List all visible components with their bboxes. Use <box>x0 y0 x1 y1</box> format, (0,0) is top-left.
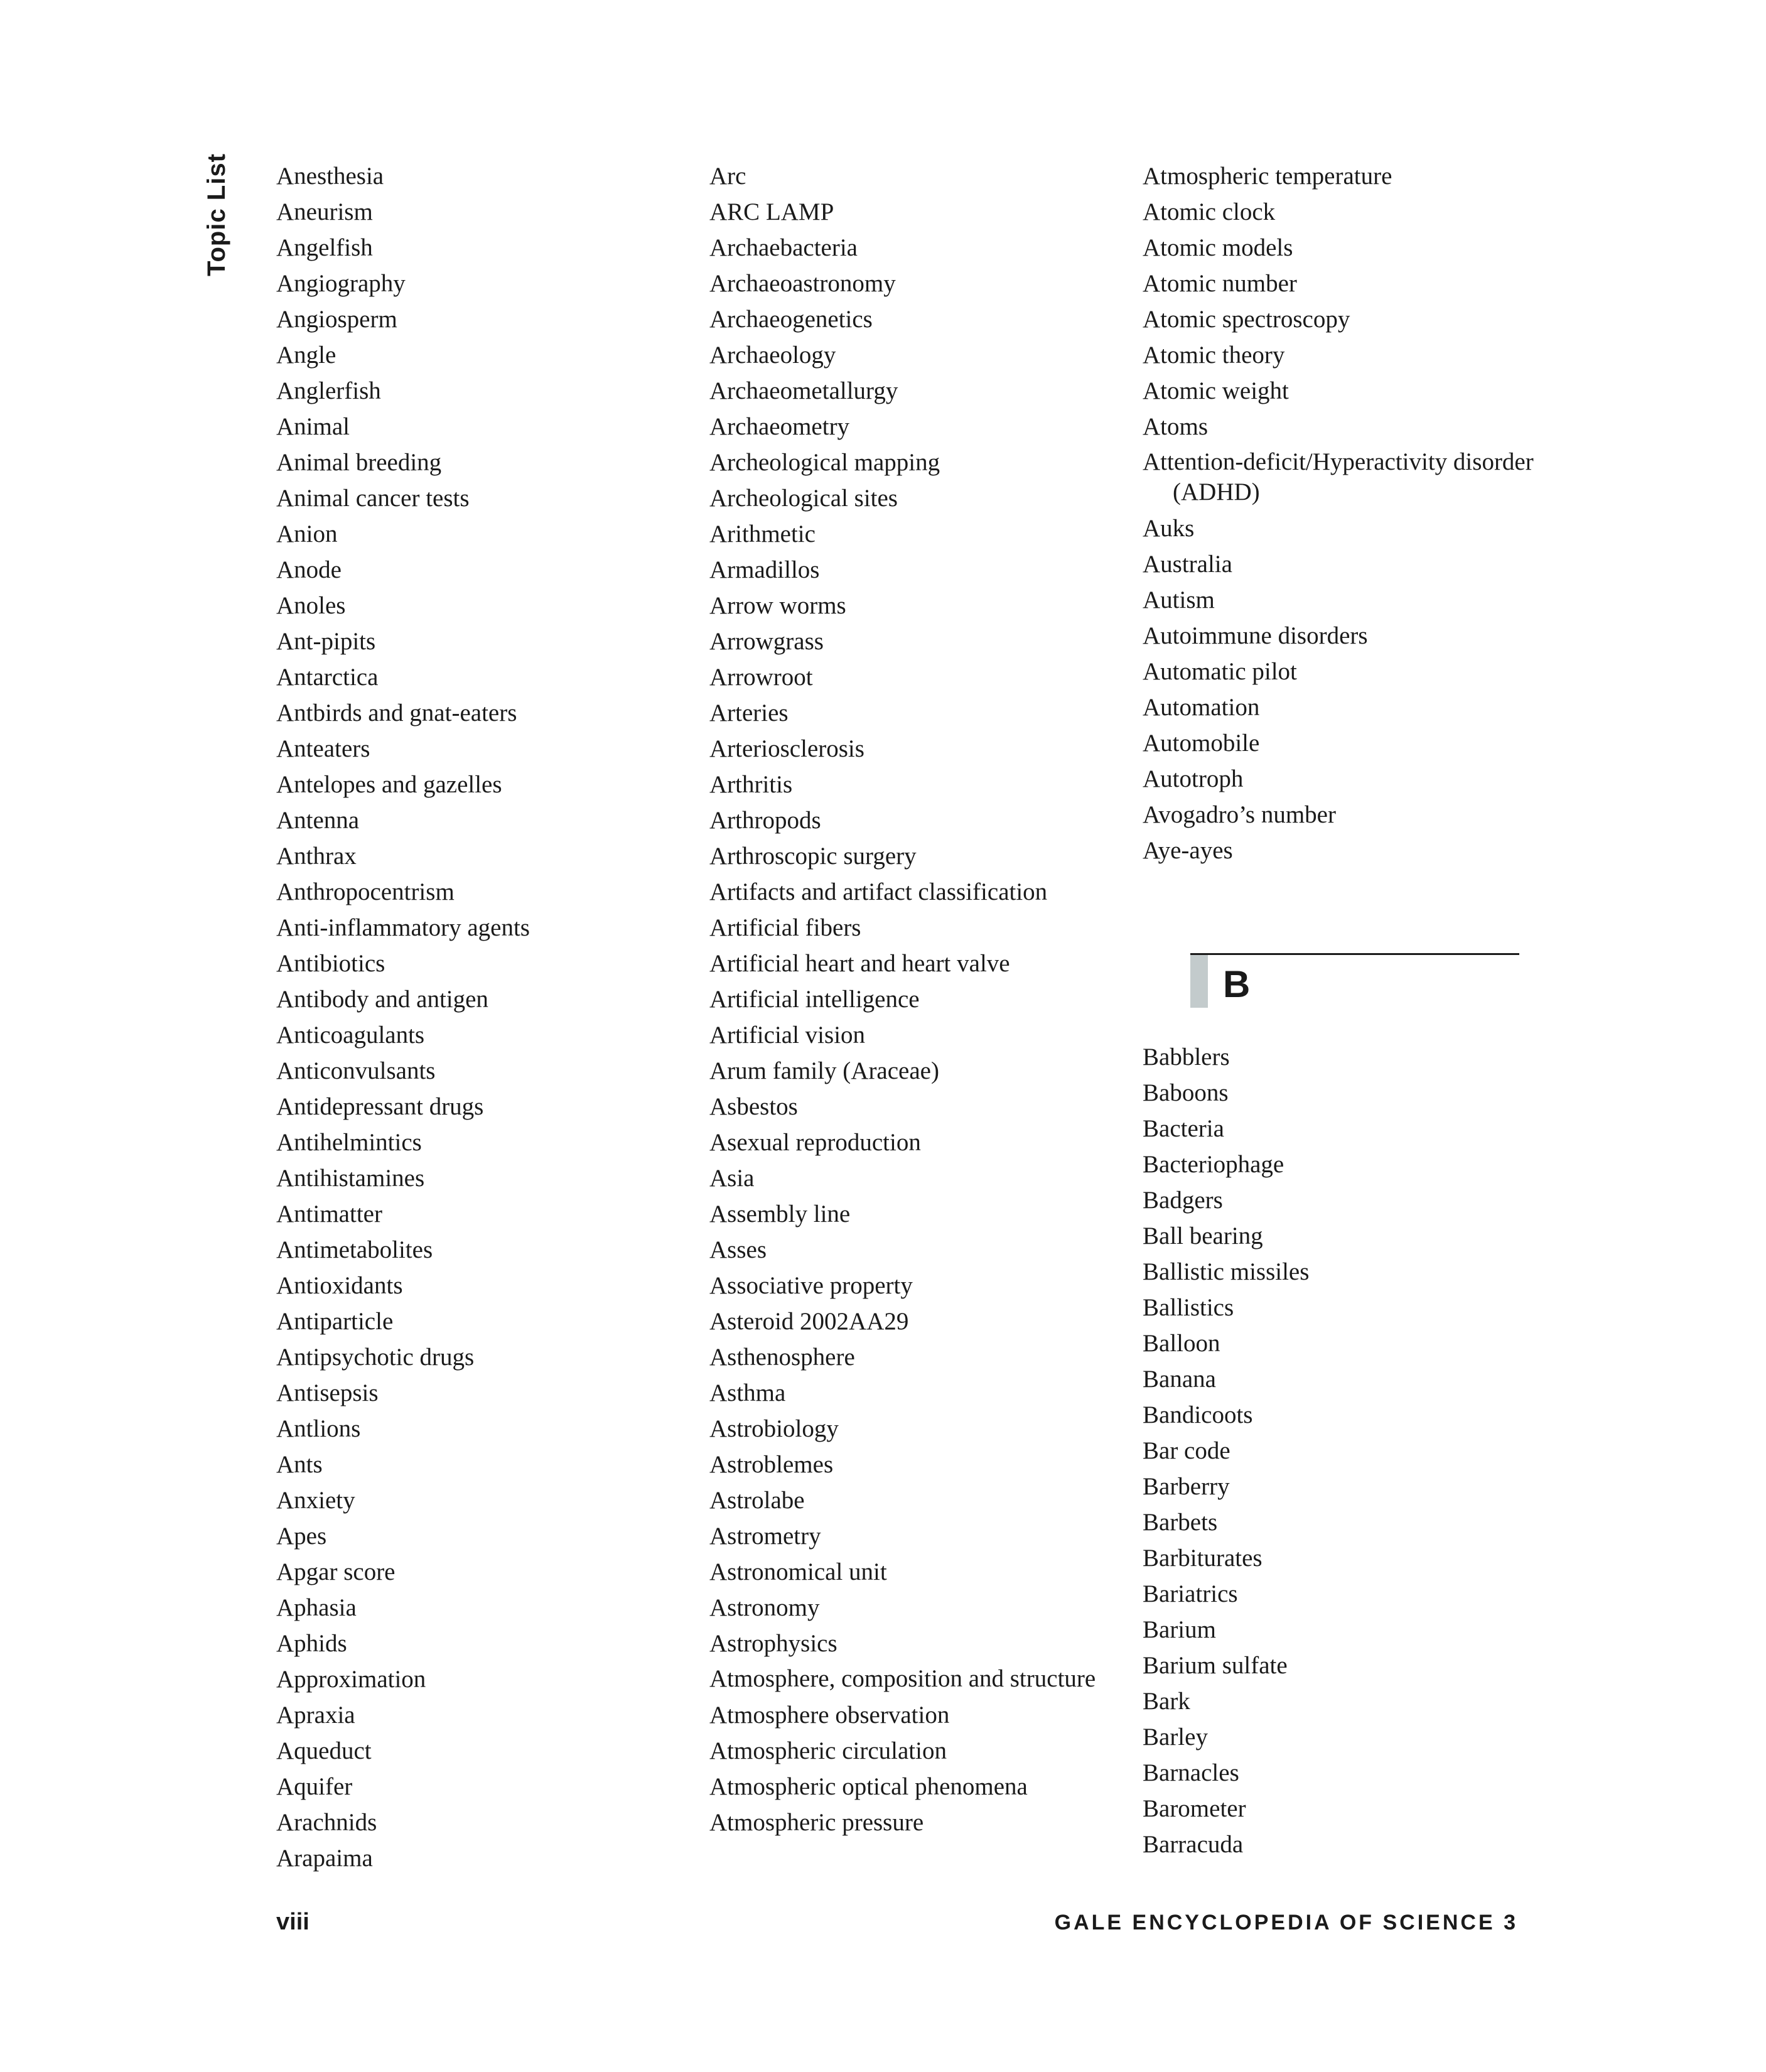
topic-item: Arrowgrass <box>709 628 824 655</box>
topic-item: Ants <box>276 1451 323 1478</box>
topic-item: Anthrax <box>276 843 357 870</box>
topic-item: Antimetabolites <box>276 1236 433 1263</box>
topic-item: Babblers <box>1143 1044 1230 1071</box>
topic-item: Anesthesia <box>276 163 384 190</box>
topic-item: Ant-pipits <box>276 628 376 655</box>
topic-item: Anteaters <box>276 735 370 762</box>
topic-item: Atomic models <box>1143 234 1293 261</box>
topic-item: Astrometry <box>709 1523 821 1550</box>
topic-item: Asthenosphere <box>709 1344 855 1371</box>
publication-title: GALE ENCYCLOPEDIA OF SCIENCE 3 <box>1054 1911 1518 1934</box>
topic-item: Atomic theory <box>1143 342 1285 369</box>
topic-item: Arthropods <box>709 807 821 834</box>
topic-item: Arum family (Araceae) <box>709 1057 939 1084</box>
topic-item: Barracuda <box>1143 1831 1244 1858</box>
topic-item: Asbestos <box>709 1093 798 1120</box>
side-topic-label: Topic List <box>203 153 230 276</box>
topic-item: Ballistic missiles <box>1143 1258 1310 1285</box>
topic-item: Aye-ayes <box>1143 837 1233 864</box>
section-bar <box>1190 955 1208 1008</box>
topic-item: Antihelmintics <box>276 1129 422 1156</box>
topic-item: Barley <box>1143 1724 1208 1751</box>
topic-item: Auks <box>1143 515 1195 542</box>
topic-item: Archaeoastronomy <box>709 270 896 297</box>
topic-item: Bariatrics <box>1143 1580 1238 1607</box>
topic-item: Arapaima <box>276 1845 373 1872</box>
topic-item: Archaeometallurgy <box>709 377 898 404</box>
topic-item: Banana <box>1143 1366 1216 1393</box>
topic-item: Bacteriophage <box>1143 1151 1284 1178</box>
topic-item: Aphasia <box>276 1594 357 1621</box>
topic-item: Antipsychotic drugs <box>276 1344 475 1371</box>
topic-item: Artifacts and artifact classification <box>709 878 1048 905</box>
topic-item: Archaeometry <box>709 413 850 440</box>
topic-item: Astronomical unit <box>709 1558 887 1585</box>
topic-item: Angelfish <box>276 234 373 261</box>
topic-item: Antlions <box>276 1415 361 1442</box>
topic-item: Archaeology <box>709 342 836 369</box>
topic-item: Angiography <box>276 270 406 297</box>
topic-item: Badgers <box>1143 1187 1223 1214</box>
topic-item: Atmospheric temperature <box>1143 163 1392 190</box>
topic-item: Barnacles <box>1143 1759 1239 1786</box>
topic-item: Atmosphere, composition and structure <box>709 1665 1096 1692</box>
page-number: viii <box>276 1909 310 1935</box>
topic-item: Antidepressant drugs <box>276 1093 484 1120</box>
topic-item: Artificial vision <box>709 1022 866 1049</box>
section-letter: B <box>1223 963 1251 1005</box>
topic-item: Barbiturates <box>1143 1545 1263 1572</box>
topic-item: Antibody and antigen <box>276 986 488 1013</box>
section-rule <box>1190 953 1519 955</box>
topic-item: Arrowroot <box>709 664 813 691</box>
topic-item: Aphids <box>276 1630 347 1657</box>
topic-item: Artificial fibers <box>709 914 861 941</box>
topic-item: Approximation <box>276 1666 426 1693</box>
topic-item: Anticonvulsants <box>276 1057 436 1084</box>
topic-item: Anxiety <box>276 1487 355 1514</box>
topic-item: Asthma <box>709 1379 786 1406</box>
topic-item: Australia <box>1143 551 1232 578</box>
topic-item: Arrow worms <box>709 592 846 619</box>
topic-item: Asteroid 2002AA29 <box>709 1308 909 1335</box>
topic-item: Antiparticle <box>276 1308 394 1335</box>
topic-item: Asses <box>709 1236 767 1263</box>
topic-item: Apgar score <box>276 1558 396 1585</box>
topic-item: Asexual reproduction <box>709 1129 921 1156</box>
topic-column-3-b <box>1143 1039 1544 1862</box>
topic-item: Balloon <box>1143 1330 1220 1357</box>
topic-item: Ball bearing <box>1143 1222 1263 1249</box>
topic-item: Avogadro’s number <box>1143 801 1336 828</box>
topic-item: ARC LAMP <box>709 198 834 225</box>
topic-item: Atmospheric circulation <box>709 1737 947 1764</box>
topic-item: Anoles <box>276 592 346 619</box>
topic-item: Bar code <box>1143 1437 1230 1464</box>
topic-item: Aneurism <box>276 198 373 225</box>
topic-item: Antimatter <box>276 1201 382 1228</box>
topic-item: Atmosphere observation <box>709 1702 950 1729</box>
topic-item: Archeological sites <box>709 485 898 512</box>
topic-item: Antarctica <box>276 664 379 691</box>
topic-item: Atomic spectroscopy <box>1143 306 1350 333</box>
topic-item: Asia <box>709 1165 755 1192</box>
topic-item: Antibiotics <box>276 950 385 977</box>
topic-item: Anion <box>276 521 338 548</box>
topic-item: Astrobiology <box>709 1415 839 1442</box>
topic-item: Assembly line <box>709 1201 851 1228</box>
topic-item: Antelopes and gazelles <box>276 771 502 798</box>
topic-item: Aquifer <box>276 1773 353 1800</box>
topic-item: Bacteria <box>1143 1115 1224 1142</box>
topic-item: Anglerfish <box>276 377 381 404</box>
topic-item: Anticoagulants <box>276 1022 425 1049</box>
topic-item: Anthropocentrism <box>276 878 455 905</box>
topic-item: Angle <box>276 342 337 369</box>
topic-item: Astroblemes <box>709 1451 834 1478</box>
topic-item: Associative property <box>709 1272 913 1299</box>
topic-item: Automation <box>1143 694 1260 721</box>
topic-item: Arithmetic <box>709 521 816 548</box>
topic-item: Arteries <box>709 699 789 726</box>
topic-item: Attention-deficit/Hyperactivity disorder (ADHD) <box>1143 448 1534 505</box>
topic-item: Antisepsis <box>276 1379 379 1406</box>
topic-item: Apes <box>276 1523 327 1550</box>
topic-item: Barium sulfate <box>1143 1652 1288 1679</box>
topic-item: Atoms <box>1143 413 1209 440</box>
topic-item: Atomic number <box>1143 270 1297 297</box>
topic-item: Anode <box>276 556 342 583</box>
topic-item: Atmospheric pressure <box>709 1809 924 1836</box>
topic-item: Astronomy <box>709 1594 820 1621</box>
topic-item: Armadillos <box>709 556 820 583</box>
topic-item: Apraxia <box>276 1702 355 1729</box>
topic-item: Autism <box>1143 586 1215 613</box>
topic-item: Ballistics <box>1143 1294 1234 1321</box>
topic-column-2 <box>709 158 1124 1840</box>
topic-item: Archaebacteria <box>709 234 858 261</box>
topic-item: Arc <box>709 163 746 190</box>
topic-item: Bandicoots <box>1143 1401 1253 1428</box>
topic-item: Animal breeding <box>276 449 442 476</box>
topic-item: Antbirds and gnat-eaters <box>276 699 517 726</box>
topic-item: Antenna <box>276 807 360 834</box>
topic-item: Antioxidants <box>276 1272 403 1299</box>
topic-item: Arachnids <box>276 1809 377 1836</box>
topic-item: Atomic clock <box>1143 198 1276 225</box>
topic-item: Artificial heart and heart valve <box>709 950 1010 977</box>
topic-item: Arthritis <box>709 771 793 798</box>
topic-item: Baboons <box>1143 1079 1229 1106</box>
topic-item: Autotroph <box>1143 765 1244 792</box>
topic-item: Animal cancer tests <box>276 485 470 512</box>
topic-item: Artificial intelligence <box>709 986 920 1013</box>
section-b-header <box>1190 953 1519 1007</box>
topic-item: Barium <box>1143 1616 1216 1643</box>
topic-item: Astrophysics <box>709 1630 837 1657</box>
topic-item: Archeological mapping <box>709 449 940 476</box>
topic-item: Arteriosclerosis <box>709 735 864 762</box>
topic-item: Bark <box>1143 1688 1190 1715</box>
topic-item: Automobile <box>1143 730 1260 757</box>
topic-item: Automatic pilot <box>1143 658 1297 685</box>
topic-item: Archaeogenetics <box>709 306 873 333</box>
topic-item: Arthroscopic surgery <box>709 843 917 870</box>
topic-item: Autoimmune disorders <box>1143 622 1368 649</box>
topic-column-1 <box>276 158 678 1876</box>
topic-item: Angiosperm <box>276 306 397 333</box>
topic-item: Barberry <box>1143 1473 1230 1500</box>
topic-item: Barometer <box>1143 1795 1246 1822</box>
topic-item: Animal <box>276 413 350 440</box>
topic-item: Aqueduct <box>276 1737 372 1764</box>
topic-item: Atmospheric optical phenomena <box>709 1773 1028 1800</box>
topic-item: Astrolabe <box>709 1487 805 1514</box>
topic-column-3 <box>1143 158 1544 868</box>
topic-item: Atomic weight <box>1143 377 1289 404</box>
topic-item: Antihistamines <box>276 1165 425 1192</box>
topic-item: Barbets <box>1143 1509 1218 1536</box>
topic-item: Anti-inflammatory agents <box>276 914 530 941</box>
